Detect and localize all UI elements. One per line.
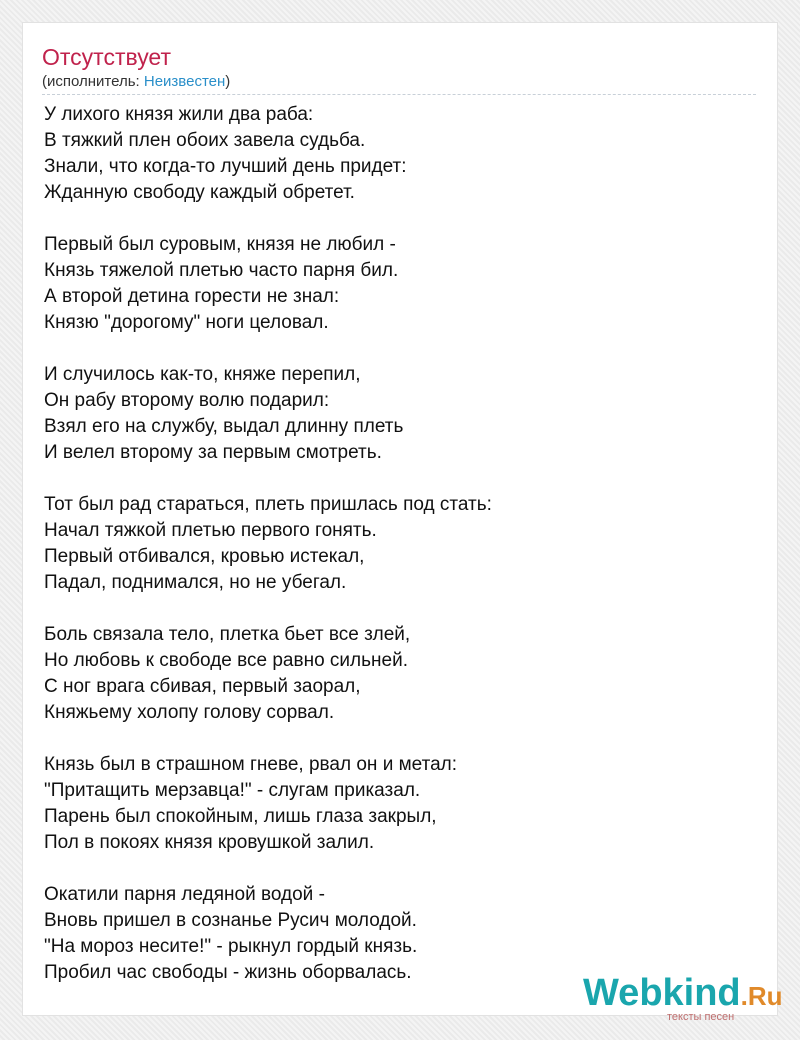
- lyric-line: Он рабу второму волю подарил:: [44, 390, 330, 411]
- logo-tagline: тексты песен: [667, 1011, 735, 1023]
- stanza-3: [44, 362, 744, 466]
- lyric-line: Но любовь к свободе все равно сильней.: [44, 650, 408, 671]
- lyric-line: Князь тяжелой плетью часто парня бил.: [44, 260, 399, 281]
- logo-main-text: Webkind: [583, 972, 741, 1014]
- artist-link[interactable]: Неизвестен: [143, 73, 226, 90]
- song-title: Отсутствует: [42, 44, 171, 70]
- lyric-line: Вновь пришел в сознанье Русич молодой.: [44, 910, 417, 931]
- lyric-line: Падал, поднимался, но не убегал.: [44, 572, 347, 593]
- lyric-line: У лихого князя жили два раба:: [44, 104, 314, 125]
- lyric-line: Окатили парня ледяной водой -: [44, 884, 325, 905]
- lyric-line: Взял его на службу, выдал длинну плеть: [44, 416, 404, 437]
- lyric-line: И велел второму за первым смотреть.: [44, 442, 382, 463]
- lyric-line: Князю "дорогому" ноги целовал.: [44, 312, 329, 333]
- stanza-6: [44, 752, 744, 856]
- stanza-2: [44, 232, 744, 336]
- stanza-4: [44, 492, 744, 596]
- stanza-5: [44, 622, 744, 726]
- lyric-line: Жданную свободу каждый обретет.: [44, 182, 355, 203]
- logo-domain-suffix: .Ru: [740, 981, 783, 1011]
- artist-suffix: ): [225, 73, 231, 90]
- artist-prefix: (исполнитель:: [42, 73, 144, 90]
- lyric-line: "Притащить мерзавца!" - слугам приказал.: [44, 780, 421, 801]
- lyric-line: Пробил час свободы - жизнь оборвалась.: [44, 962, 412, 983]
- lyrics-page: [22, 22, 783, 1023]
- webkind-logo: [583, 971, 783, 1021]
- lyric-line: Княжьему холопу голову сорвал.: [44, 702, 335, 723]
- lyric-line: Пол в покоях князя кровушкой залил.: [44, 832, 375, 853]
- stanza-1: [44, 102, 744, 206]
- artist-line: [42, 73, 230, 91]
- lyric-line: Тот был рад стараться, плеть пришлась под стать:: [44, 494, 492, 515]
- lyric-line: Боль связала тело, плетка бьет все злей,: [44, 624, 411, 645]
- lyric-line: "На мороз несите!" - рыкнул гордый князь.: [44, 936, 418, 957]
- lyric-line: Начал тяжкой плетью первого гонять.: [44, 520, 377, 541]
- lyric-line: И случилось как-то, княже перепил,: [44, 364, 361, 385]
- lyrics-text: [44, 102, 744, 1012]
- lyric-line: Первый был суровым, князя не любил -: [44, 234, 396, 255]
- lyric-line: Первый отбивался, кровью истекал,: [44, 546, 365, 567]
- lyric-line: Знали, что когда-то лучший день придет:: [44, 156, 407, 177]
- lyric-line: В тяжкий плен обоих завела судьба.: [44, 130, 366, 151]
- lyric-line: А второй детина горести не знал:: [44, 286, 340, 307]
- lyric-line: Князь был в страшном гневе, рвал он и метал:: [44, 754, 458, 775]
- lyric-line: Парень был спокойным, лишь глаза закрыл,: [44, 806, 437, 827]
- lyric-line: С ног врага сбивая, первый заорал,: [44, 676, 361, 697]
- title-separator: [42, 94, 756, 95]
